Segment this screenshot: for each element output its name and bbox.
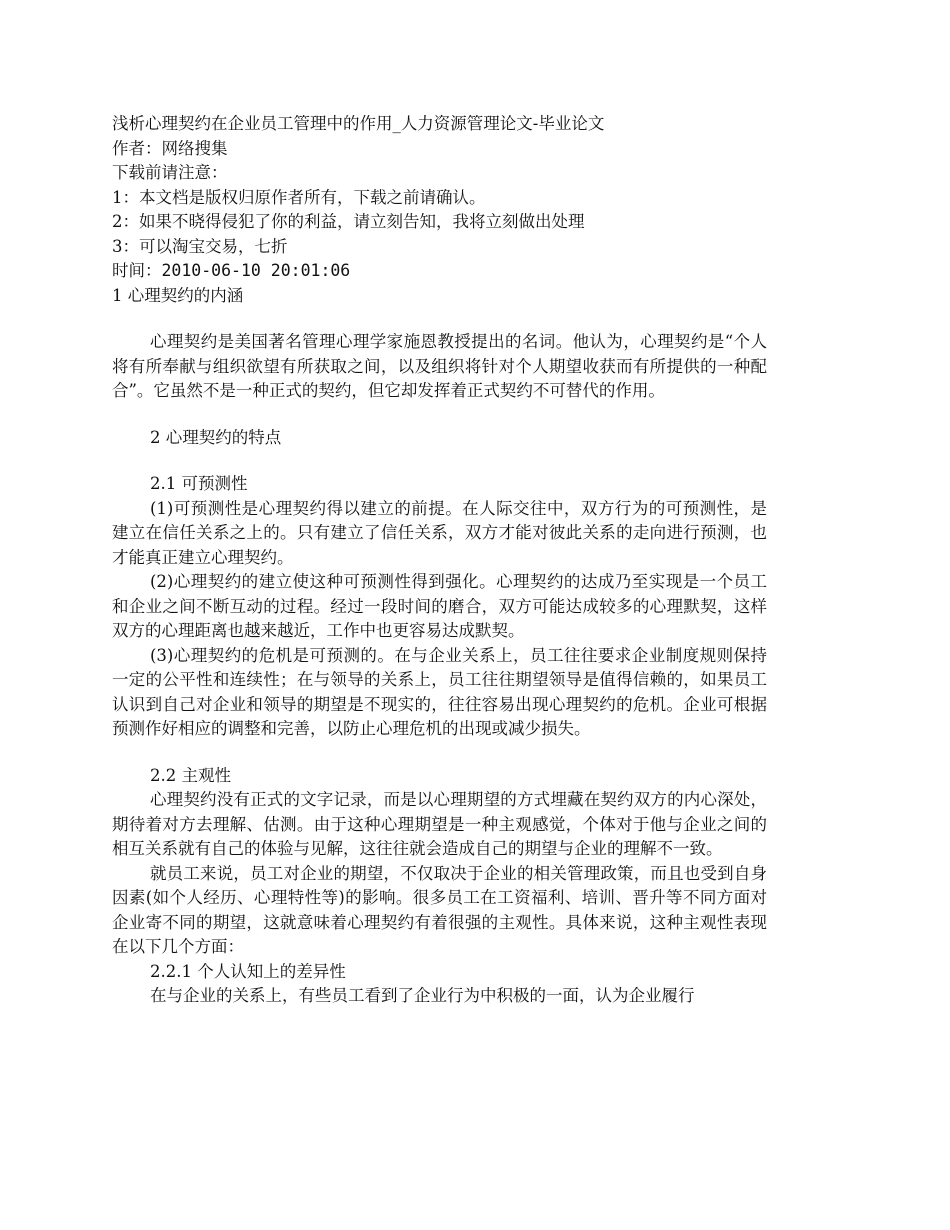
section-heading-2-2: 2.2 主观性 [150, 765, 231, 785]
notice-item-3: 3：可以淘宝交易，七折 [112, 236, 288, 256]
spacer [112, 404, 767, 426]
author-line: 作者：网络搜集 [112, 138, 228, 158]
document-body [112, 112, 767, 1009]
spacer [112, 308, 767, 330]
section-2-1-paragraph-2: (2)心理契约的建立使这种可预测性得到强化。心理契约的达成乃至实现是一个员工和企业之间不断互动的过程。经过一段时间的磨合，双方可能达成较多的心理默契，这样双方的心理距离也越来越近，工作中也更容易达成默契。 [112, 572, 767, 640]
notice-item-1: 1：本文档是版权归原作者所有，下载之前请确认。 [112, 187, 486, 207]
section-heading-1: 1 心理契约的内涵 [112, 285, 244, 305]
notice-title: 下载前请注意： [112, 163, 228, 182]
section-2-2-paragraph-1: 心理契约没有正式的文字记录，而是以心理期望的方式埋藏在契约双方的内心深处，期待着对方去理解、估测。由于这种心理期望是一种主观感觉，个体对于他与企业之间的相互关系就有自己的体验与见解，这往往就会造成自己的期望与企业的理解不一致。 [112, 790, 767, 858]
document-title: 浅析心理契约在企业员工管理中的作用_人力资源管理论文-毕业论文 [112, 114, 605, 133]
notice-item-2: 2：如果不晓得侵犯了你的利益，请立刻告知，我将立刻做出处理 [112, 212, 585, 231]
section-2-2-1-paragraph-1: 在与企业的关系上，有些员工看到了企业行为中积极的一面，认为企业履行 [150, 986, 695, 1005]
section-2-2-paragraph-2: 就员工来说，员工对企业的期望，不仅取决于企业的相关管理政策，而且也受到自身因素(如个人经历、心理特性等)的影响。很多员工在工资福利、培训、晋升等不同方面对企业寄不同的期望，这就意味着心理契约有着很强的主观性。具体来说，这种主观性表现在以下几个方面： [112, 863, 767, 956]
section-heading-2-1: 2.1 可预测性 [150, 474, 248, 493]
section-1-paragraph: 心理契约是美国著名管理心理学家施恩教授提出的名词。他认为，心理契约是“个人将有所奉献与组织欲望有所获取之间，以及组织将针对个人期望收获而有所提供的一种配合”。它虽然不是一种正式的契约，但它却发挥着正式契约不可替代的作用。 [112, 332, 767, 400]
spacer [112, 742, 767, 764]
section-heading-2: 2 心理契约的特点 [150, 427, 282, 447]
timestamp-line: 时间：2010-06-10 20:01:06 [112, 261, 351, 280]
spacer [112, 450, 767, 472]
section-2-1-paragraph-1: (1)可预测性是心理契约得以建立的前提。在人际交往中，双方行为的可预测性，是建立在信任关系之上的。只有建立了信任关系，双方才能对彼此关系的走向进行预测，也才能真正建立心理契约。 [112, 498, 767, 567]
section-heading-2-2-1: 2.2.1 个人认知上的差异性 [150, 961, 346, 981]
section-2-1-paragraph-3: (3)心理契约的危机是可预测的。在与企业关系上，员工往往要求企业制度规则保持一定的公平性和连续性；在与领导的关系上，员工往往期望领导是值得信赖的，如果员工认识到自己对企业和领导的期望是不现实的，往往容易出现心理契约的危机。企业可根据预测作好相应的调整和完善，以防止心理危机的出现或减少损失。 [112, 645, 767, 738]
